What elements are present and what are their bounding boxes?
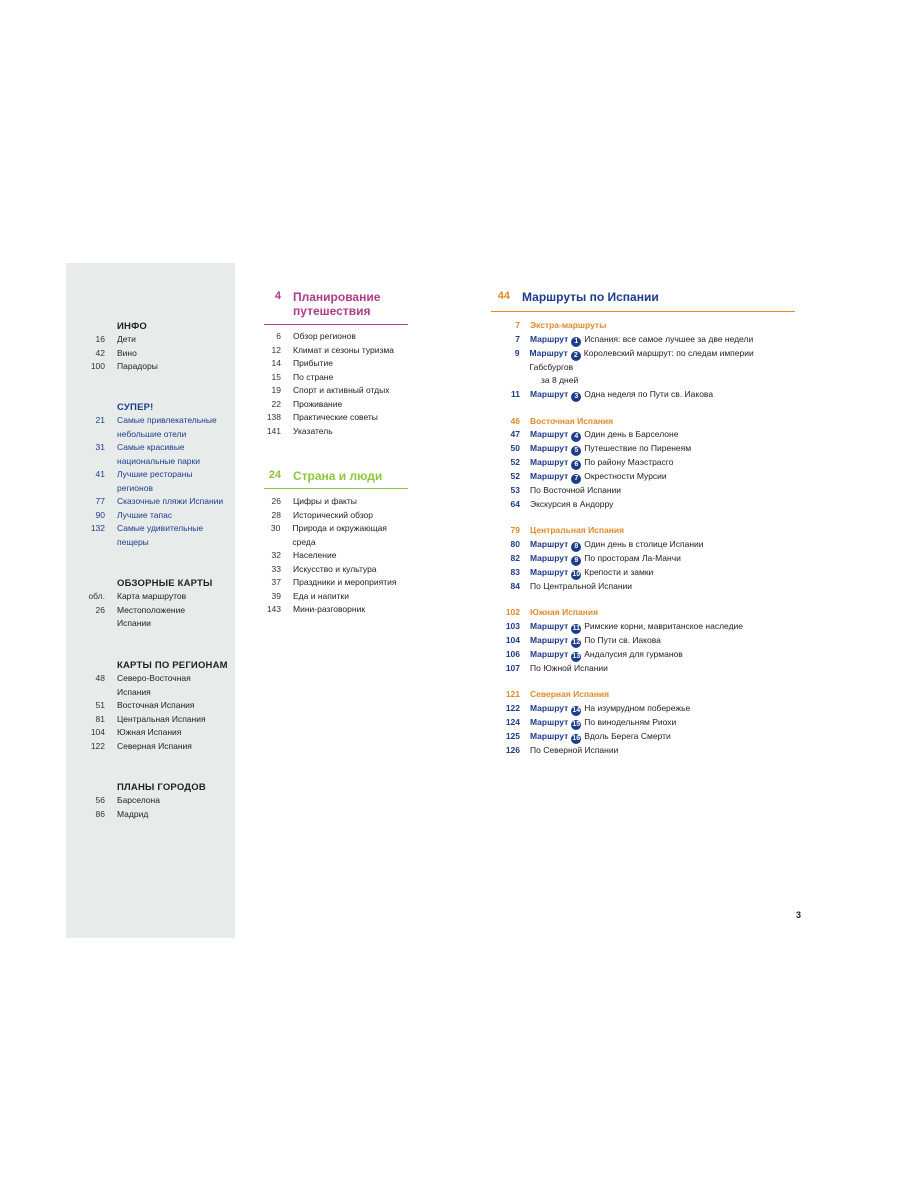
entry-text-continued: за 8 дней bbox=[541, 375, 579, 385]
entry-text: Карта маршрутов bbox=[117, 591, 187, 601]
toc-entry bbox=[264, 495, 408, 509]
route-group bbox=[491, 524, 795, 593]
sidebar-entry-continued bbox=[66, 536, 235, 550]
entry-body bbox=[530, 580, 632, 594]
entry-text: На изумрудном побережье bbox=[584, 702, 691, 713]
entry-page: 37 bbox=[271, 577, 281, 587]
entry-page: 26 bbox=[95, 604, 105, 615]
sidebar-entry bbox=[66, 808, 235, 822]
entry-page: 33 bbox=[271, 563, 281, 574]
entry-text: Андалусия для гурманов bbox=[584, 648, 683, 659]
group-page: 7 bbox=[515, 320, 520, 330]
entry-body bbox=[530, 470, 667, 484]
route-label: Маршрут bbox=[530, 702, 569, 713]
entry-body bbox=[530, 388, 713, 402]
sidebar-overview-maps bbox=[66, 577, 235, 631]
country-section bbox=[264, 469, 408, 617]
entry-text: Центральная Испания bbox=[117, 713, 206, 724]
route-number-badge: 16 bbox=[572, 734, 581, 742]
entry-page: 41 bbox=[95, 469, 105, 479]
entry-text: По Южной Испании bbox=[530, 662, 608, 673]
entry-page: 103 bbox=[505, 620, 520, 631]
entry-text: Крепости и замки bbox=[584, 566, 654, 577]
entry-page: 104 bbox=[90, 727, 105, 737]
entry-page: 6 bbox=[276, 331, 281, 341]
entry-text: Праздники и мероприятия bbox=[293, 577, 397, 587]
entry-text: Окрестности Мурсии bbox=[584, 471, 667, 481]
entry-page: 21 bbox=[95, 415, 105, 425]
entry-page-spacer bbox=[66, 617, 117, 631]
group-page: 46 bbox=[510, 415, 520, 426]
sidebar-city-plans bbox=[66, 781, 235, 821]
sidebar-entry bbox=[66, 590, 235, 604]
route-label: Маршрут bbox=[530, 730, 569, 741]
group-title: Экстра-маршруты bbox=[530, 320, 607, 330]
entry-page: 104 bbox=[505, 634, 520, 645]
route-entry bbox=[491, 662, 795, 676]
route-number-badge: 12 bbox=[572, 638, 581, 646]
route-group-header bbox=[491, 319, 795, 333]
entry-page: 50 bbox=[510, 443, 520, 453]
route-number-badge: 5 bbox=[571, 446, 581, 456]
route-entry bbox=[491, 470, 795, 484]
route-entry bbox=[491, 428, 795, 442]
route-label: Маршрут bbox=[530, 388, 569, 399]
sidebar-entry bbox=[66, 672, 235, 686]
entry-page: 26 bbox=[271, 496, 281, 506]
entry-page: 7 bbox=[515, 333, 520, 344]
sidebar-info-title: ИНФО bbox=[117, 321, 147, 332]
route-label: Маршрут bbox=[530, 471, 569, 481]
entry-text: Лучшие рестораны bbox=[117, 469, 193, 479]
entry-text: Северо-Восточная bbox=[117, 673, 191, 683]
route-entry bbox=[491, 388, 795, 402]
sidebar-entry bbox=[66, 699, 235, 713]
entry-page: 83 bbox=[510, 566, 520, 577]
entry-page: 39 bbox=[271, 590, 281, 601]
entry-body bbox=[530, 620, 743, 634]
entry-page: 42 bbox=[95, 347, 105, 358]
planning-page: 4 bbox=[274, 290, 281, 302]
route-number-badge: 14 bbox=[572, 706, 581, 714]
entry-text: Население bbox=[293, 550, 337, 560]
route-number-badge: 11 bbox=[572, 624, 580, 632]
entry-text: По Центральной Испании bbox=[530, 580, 633, 591]
sidebar-entry bbox=[66, 794, 235, 808]
sidebar-super bbox=[66, 401, 235, 549]
planning-rule bbox=[264, 324, 408, 325]
route-entry bbox=[491, 552, 795, 566]
entry-text: Лучшие тапас bbox=[117, 509, 173, 520]
entry-page: 11 bbox=[511, 388, 520, 399]
toc-entry bbox=[264, 411, 408, 425]
entry-body bbox=[530, 566, 653, 580]
entry-text: Проживание bbox=[293, 398, 343, 409]
entry-text: Указатель bbox=[293, 425, 333, 436]
route-entry bbox=[491, 648, 795, 662]
entry-text: Еда и напитки bbox=[293, 590, 349, 601]
entry-text: Цифры и факты bbox=[293, 496, 357, 506]
entry-page: 122 bbox=[505, 702, 520, 713]
sidebar-regions-title: КАРТЫ ПО РЕГИОНАМ bbox=[117, 660, 228, 671]
planning-title-line2: путешествия bbox=[293, 304, 371, 318]
entry-text: Исторический обзор bbox=[293, 509, 374, 520]
sidebar-entry bbox=[66, 509, 235, 523]
route-label: Маршрут bbox=[530, 429, 569, 439]
sidebar-entry bbox=[66, 360, 235, 374]
entry-text: Южная Испания bbox=[117, 727, 182, 737]
route-group-header bbox=[491, 415, 795, 429]
country-page: 24 bbox=[268, 469, 281, 481]
entry-page: 132 bbox=[90, 523, 105, 533]
entry-page: 107 bbox=[505, 662, 520, 673]
entry-text: По стране bbox=[293, 371, 334, 382]
entry-page: 138 bbox=[266, 412, 281, 422]
toc-entry bbox=[264, 371, 408, 385]
entry-body bbox=[530, 538, 704, 552]
route-number-badge: 3 bbox=[571, 392, 581, 402]
entry-page: 51 bbox=[95, 700, 105, 710]
entry-text: Обзор регионов bbox=[293, 331, 356, 341]
routes-title: Маршруты по Испании bbox=[522, 290, 659, 304]
entry-body bbox=[530, 702, 690, 716]
entry-text: Путешествие по Пиренеям bbox=[584, 443, 692, 453]
entry-text: Самые удивительные bbox=[117, 523, 204, 533]
entry-text: По Пути св. Иакова bbox=[584, 634, 661, 645]
route-label: Маршрут bbox=[530, 333, 569, 344]
entry-page: 47 bbox=[510, 429, 520, 439]
entry-body bbox=[530, 634, 661, 648]
entry-text: Местоположение bbox=[117, 604, 186, 615]
entry-page-spacer bbox=[66, 482, 117, 496]
sidebar-cities-title: ПЛАНЫ ГОРОДОВ bbox=[117, 782, 206, 793]
entry-text-continued: Испания bbox=[117, 686, 151, 697]
entry-page: 14 bbox=[271, 358, 281, 368]
sidebar-overview-title: ОБЗОРНЫЕ КАРТЫ bbox=[117, 578, 213, 589]
entry-body bbox=[530, 347, 796, 375]
route-group-header bbox=[491, 524, 795, 538]
route-label: Маршрут bbox=[530, 443, 569, 453]
group-page: 121 bbox=[505, 689, 520, 699]
entry-page-spacer bbox=[66, 428, 117, 442]
route-group bbox=[491, 319, 795, 402]
entry-text: Мини-разговорник bbox=[293, 604, 366, 614]
route-entry bbox=[491, 634, 795, 648]
entry-text: Экскурсия в Андорру bbox=[530, 498, 614, 509]
entry-text-continued: регионов bbox=[117, 482, 153, 493]
sidebar-entry bbox=[66, 604, 235, 618]
entry-page: 64 bbox=[510, 498, 520, 509]
group-title: Центральная Испания bbox=[530, 525, 625, 535]
entry-text: Сказочные пляжи Испании bbox=[117, 496, 224, 506]
entry-page: 15 bbox=[271, 371, 281, 382]
route-label: Маршрут bbox=[530, 566, 569, 577]
entry-text: Мадрид bbox=[117, 808, 149, 819]
entry-text: Один день в Барселоне bbox=[584, 429, 679, 439]
entry-page: 126 bbox=[505, 744, 520, 755]
entry-text: По Северной Испании bbox=[530, 744, 619, 755]
entry-page: 30 bbox=[270, 523, 281, 533]
toc-entry bbox=[264, 563, 408, 577]
entry-page: 22 bbox=[271, 398, 281, 409]
entry-body bbox=[530, 730, 671, 744]
entry-text: Одна неделя по Пути св. Иакова bbox=[584, 388, 714, 399]
sidebar-region-maps bbox=[66, 659, 235, 753]
planning-section bbox=[264, 290, 408, 438]
sidebar-entry bbox=[66, 522, 235, 536]
routes-page: 44 bbox=[497, 290, 510, 302]
sidebar-entry-continued bbox=[66, 482, 235, 496]
entry-text: Самые красивые bbox=[117, 442, 185, 452]
route-entry bbox=[491, 484, 795, 498]
entry-text: Восточная Испания bbox=[117, 700, 195, 710]
entry-text: Спорт и активный отдых bbox=[293, 385, 390, 395]
entry-page: 56 bbox=[95, 795, 105, 805]
entry-text: Один день в столице Испании bbox=[584, 538, 704, 549]
route-entry bbox=[491, 716, 795, 730]
entry-text: По просторам Ла-Манчи bbox=[584, 552, 681, 563]
entry-page: обл. bbox=[88, 591, 105, 601]
sidebar-entry bbox=[66, 441, 235, 455]
entry-text: Испания: все самое лучшее за две недели bbox=[584, 333, 754, 344]
route-number-badge: 9 bbox=[571, 556, 581, 566]
toc-entry bbox=[264, 576, 408, 590]
toc-entry bbox=[264, 357, 408, 371]
route-entry bbox=[491, 702, 795, 716]
entry-page: 52 bbox=[510, 471, 520, 481]
group-page: 79 bbox=[510, 525, 520, 535]
route-label: Маршрут bbox=[530, 634, 569, 645]
entry-page: 31 bbox=[95, 442, 105, 452]
entry-page: 100 bbox=[90, 361, 105, 371]
toc-entry bbox=[264, 590, 408, 604]
entry-page: 82 bbox=[510, 552, 520, 563]
sidebar-entry-continued bbox=[66, 428, 235, 442]
routes-rule bbox=[491, 311, 795, 312]
routes-section bbox=[491, 290, 795, 757]
toc-entry bbox=[264, 344, 408, 358]
sidebar bbox=[66, 263, 235, 938]
entry-text: Искусство и культура bbox=[293, 563, 377, 574]
entry-body bbox=[530, 648, 683, 662]
route-entry bbox=[491, 620, 795, 634]
route-group bbox=[491, 606, 795, 675]
entry-body bbox=[530, 442, 691, 456]
entry-page: 80 bbox=[510, 538, 520, 549]
group-title: Северная Испания bbox=[530, 689, 610, 699]
route-entry bbox=[491, 730, 795, 744]
sidebar-entry bbox=[66, 414, 235, 428]
entry-body bbox=[530, 428, 678, 442]
entry-text: Вино bbox=[117, 347, 137, 358]
route-entry bbox=[491, 566, 795, 580]
toc-entry bbox=[264, 425, 408, 439]
toc-entry bbox=[264, 509, 408, 523]
entry-page: 106 bbox=[505, 648, 520, 659]
entry-page: 77 bbox=[95, 496, 105, 506]
entry-page: 143 bbox=[266, 604, 281, 614]
sidebar-entry-continued bbox=[66, 455, 235, 469]
route-number-badge: 7 bbox=[571, 474, 581, 484]
entry-body bbox=[530, 716, 676, 730]
entry-text: По Восточной Испании bbox=[530, 485, 622, 495]
entry-text: Прибытие bbox=[293, 358, 333, 368]
sidebar-entry bbox=[66, 713, 235, 727]
route-entry bbox=[491, 744, 795, 758]
entry-text-continued: Испании bbox=[117, 618, 151, 628]
entry-text: Королевский маршрут: по следам империи Габсбургов bbox=[529, 347, 754, 372]
planning-title bbox=[293, 290, 380, 318]
entry-text: Практические советы bbox=[293, 412, 378, 422]
entry-text: Дети bbox=[117, 334, 136, 344]
entry-text: Природа и окружающая среда bbox=[292, 523, 387, 547]
entry-page: 124 bbox=[505, 716, 520, 727]
entry-page-spacer bbox=[66, 536, 117, 550]
entry-page: 28 bbox=[271, 509, 281, 520]
entry-text-continued: национальные парки bbox=[117, 455, 200, 466]
route-number-badge: 8 bbox=[571, 542, 581, 552]
route-number-badge: 13 bbox=[572, 652, 581, 660]
route-number-badge: 1 bbox=[571, 337, 581, 347]
route-group-header bbox=[491, 606, 795, 620]
route-label: Маршрут bbox=[529, 347, 568, 358]
route-label: Маршрут bbox=[530, 716, 569, 727]
sidebar-entry-continued bbox=[66, 686, 235, 700]
country-title: Страна и люди bbox=[293, 469, 383, 483]
route-group bbox=[491, 415, 795, 512]
group-page: 102 bbox=[505, 607, 520, 617]
entry-page: 32 bbox=[271, 550, 281, 560]
entry-page: 86 bbox=[95, 808, 105, 819]
route-label: Маршрут bbox=[530, 552, 569, 563]
entry-page: 84 bbox=[510, 580, 520, 591]
entry-text: По винодельням Риохи bbox=[584, 716, 677, 727]
toc-entry bbox=[264, 603, 408, 617]
sidebar-entry bbox=[66, 333, 235, 347]
route-entry bbox=[491, 498, 795, 512]
entry-text: По району Маэстрасго bbox=[584, 457, 674, 467]
entry-page: 19 bbox=[271, 385, 281, 395]
route-number-badge: 4 bbox=[571, 432, 581, 442]
entry-body bbox=[530, 744, 618, 758]
route-number-badge: 2 bbox=[571, 351, 581, 361]
entry-body bbox=[530, 498, 613, 512]
sidebar-entry bbox=[66, 726, 235, 740]
route-label: Маршрут bbox=[530, 538, 569, 549]
route-group bbox=[491, 688, 795, 757]
toc-entry bbox=[264, 549, 408, 563]
entry-page: 52 bbox=[510, 457, 520, 467]
sidebar-entry bbox=[66, 495, 235, 509]
entry-body bbox=[530, 662, 608, 676]
entry-page: 122 bbox=[90, 740, 105, 751]
toc-entry bbox=[264, 384, 408, 398]
entry-page-spacer bbox=[66, 455, 117, 469]
entry-body bbox=[530, 456, 673, 470]
country-rule bbox=[264, 488, 408, 489]
entry-page: 53 bbox=[510, 485, 520, 495]
entry-text: Самые привлекательные bbox=[117, 415, 217, 425]
route-label: Маршрут bbox=[530, 457, 569, 467]
entry-text: Барселона bbox=[117, 795, 160, 805]
entry-text: Парадоры bbox=[117, 361, 158, 371]
entry-body bbox=[530, 484, 621, 498]
entry-text: Северная Испания bbox=[117, 740, 192, 751]
entry-page: 90 bbox=[95, 509, 105, 520]
route-group-header bbox=[491, 688, 795, 702]
entry-body bbox=[530, 552, 681, 566]
entry-page: 48 bbox=[95, 673, 105, 683]
route-entry bbox=[491, 580, 795, 594]
entry-text: Климат и сезоны туризма bbox=[293, 344, 394, 355]
toc-entry bbox=[264, 398, 408, 412]
page-number: 3 bbox=[796, 910, 802, 920]
sidebar-entry bbox=[66, 347, 235, 361]
entry-body bbox=[530, 333, 753, 347]
entry-page: 141 bbox=[266, 425, 281, 436]
route-label: Маршрут bbox=[530, 648, 569, 659]
route-number-badge: 15 bbox=[572, 720, 581, 728]
route-entry bbox=[491, 347, 795, 375]
toc-entry bbox=[264, 330, 408, 344]
sidebar-entry-continued bbox=[66, 617, 235, 631]
route-entry bbox=[491, 538, 795, 552]
entry-text-continued: небольшие отели bbox=[117, 428, 187, 439]
route-label: Маршрут bbox=[530, 620, 569, 631]
route-entry bbox=[491, 456, 795, 470]
entry-page: 81 bbox=[95, 713, 105, 724]
entry-page-spacer bbox=[66, 686, 117, 700]
sidebar-entry bbox=[66, 740, 235, 754]
route-entry bbox=[491, 442, 795, 456]
entry-text: Римские корни, мавританское наследие bbox=[584, 620, 744, 631]
entry-page: 16 bbox=[95, 334, 105, 344]
entry-text-continued: пещеры bbox=[117, 536, 149, 547]
entry-text: Вдоль Берега Смерти bbox=[584, 730, 671, 741]
toc-entry bbox=[264, 522, 408, 549]
entry-page: 9 bbox=[514, 347, 520, 358]
sidebar-info bbox=[66, 320, 235, 374]
group-title: Восточная Испания bbox=[530, 415, 614, 426]
entry-page: 12 bbox=[271, 344, 281, 355]
group-title: Южная Испания bbox=[530, 607, 599, 617]
route-number-badge: 10 bbox=[572, 570, 581, 578]
entry-page: 125 bbox=[505, 730, 520, 741]
sidebar-super-title: СУПЕР! bbox=[117, 402, 154, 413]
sidebar-entry bbox=[66, 468, 235, 482]
planning-title-line1: Планирование bbox=[293, 290, 381, 304]
route-entry bbox=[491, 333, 795, 347]
route-number-badge: 6 bbox=[571, 460, 581, 470]
